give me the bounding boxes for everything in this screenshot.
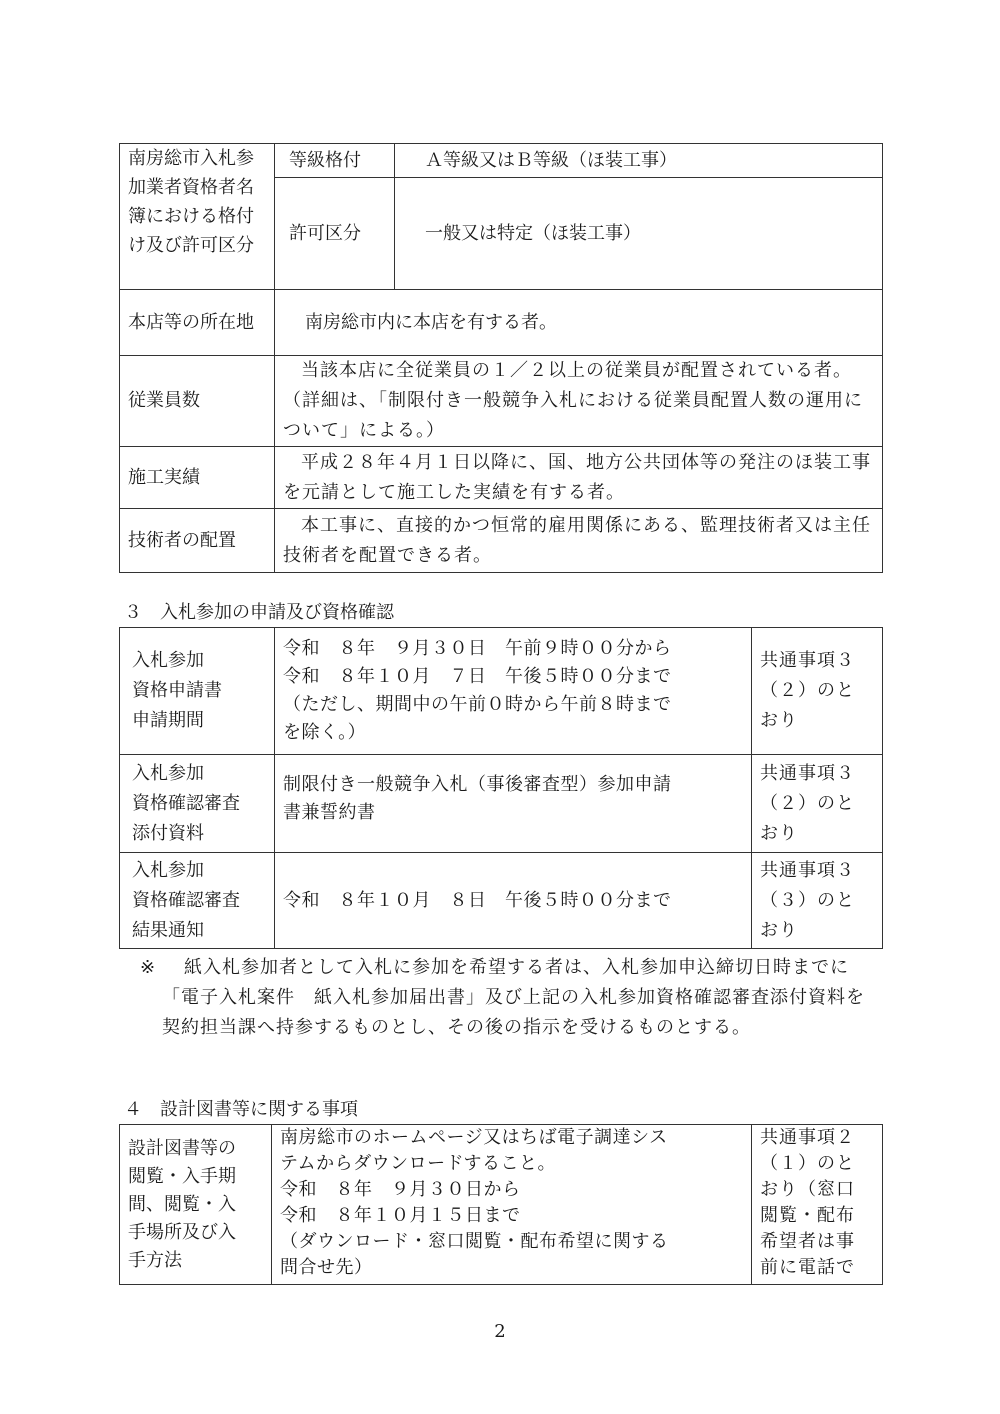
row-reference: 共通事項３ （３）のと おり	[752, 853, 883, 949]
row-label: 入札参加 資格申請書 申請期間	[120, 628, 275, 755]
note-mark: ※	[140, 957, 156, 978]
employees-label: 従業員数	[120, 356, 275, 447]
row-content: 制限付き一般競争入札（事後審査型）参加申請 書兼誓約書	[275, 755, 752, 853]
location-label: 本店等の所在地	[120, 290, 275, 356]
engineer-label: 技術者の配置	[120, 509, 275, 573]
section4-title: ４ 設計図書等に関する事項	[124, 1099, 358, 1120]
row-content: 南房総市のホームページ又はちば電子調達シス テムからダウンロードすること。 令和 ８年 ９月３０日から 令和 ８年１０月１５日まで （ダウンロード・窓口閲覧・配布希望に関する 問合せ先）	[272, 1125, 752, 1285]
design-docs-table	[119, 1124, 883, 1285]
employees-value: 当該本店に全従業員の１／２以上の従業員が配置されている者。（詳細は、「制限付き一般競争入札における従業員配置人数の運用について」による。）	[275, 356, 883, 447]
row-label: 入札参加 資格確認審査 結果通知	[120, 853, 275, 949]
row-label: 入札参加 資格確認審査 添付資料	[120, 755, 275, 853]
paper-bid-note	[140, 953, 880, 1043]
permit-value: 一般又は特定（ほ装工事）	[395, 178, 883, 290]
rank-permit-label: 南房総市入札参加業者資格者名簿における格付け及び許可区分	[120, 144, 275, 290]
page-number: 2	[494, 1321, 506, 1342]
table-row	[120, 1125, 883, 1285]
row-reference: 共通事項３ （２）のと おり	[752, 628, 883, 755]
table-row	[120, 755, 883, 853]
row-reference: 共通事項２ （１）のと おり（窓口 閲覧・配布 希望者は事 前に電話で	[752, 1125, 883, 1285]
row-label: 設計図書等の 閲覧・入手期 間、閲覧・入 手場所及び入 手方法	[120, 1125, 272, 1285]
location-value: 南房総市内に本店を有する者。	[275, 290, 883, 356]
table-row	[120, 853, 883, 949]
engineer-value: 本工事に、直接的かつ恒常的雇用関係にある、監理技術者又は主任技術者を配置できる者。	[275, 509, 883, 573]
grade-value: Ａ等級又はＢ等級（ほ装工事）	[395, 144, 883, 178]
record-label: 施工実績	[120, 447, 275, 509]
table-row	[120, 628, 883, 755]
row-reference: 共通事項３ （２）のと おり	[752, 755, 883, 853]
record-value: 平成２８年４月１日以降に、国、地方公共団体等の発注のほ装工事を元請として施工した実績を有する者。	[275, 447, 883, 509]
section3-title: ３ 入札参加の申請及び資格確認	[124, 602, 394, 623]
note-text: 紙入札参加者として入札に参加を希望する者は、入札参加申込締切日時までに「電子入札案件 紙入札参加届出書」及び上記の入札参加資格確認審査添付資料を契約担当課へ持参するものとし、その後の指示を受けるものとする。	[162, 957, 865, 1038]
grade-label: 等級格付	[275, 144, 395, 178]
application-table	[119, 627, 883, 949]
qualification-table	[119, 143, 883, 573]
row-content: 令和 ８年 ９月３０日 午前９時００分から 令和 ８年１０月 ７日 午後５時００分まで （ただし、期間中の午前０時から午前８時まで を除く。）	[275, 628, 752, 755]
row-content: 令和 ８年１０月 ８日 午後５時００分まで	[275, 853, 752, 949]
permit-label: 許可区分	[275, 178, 395, 290]
